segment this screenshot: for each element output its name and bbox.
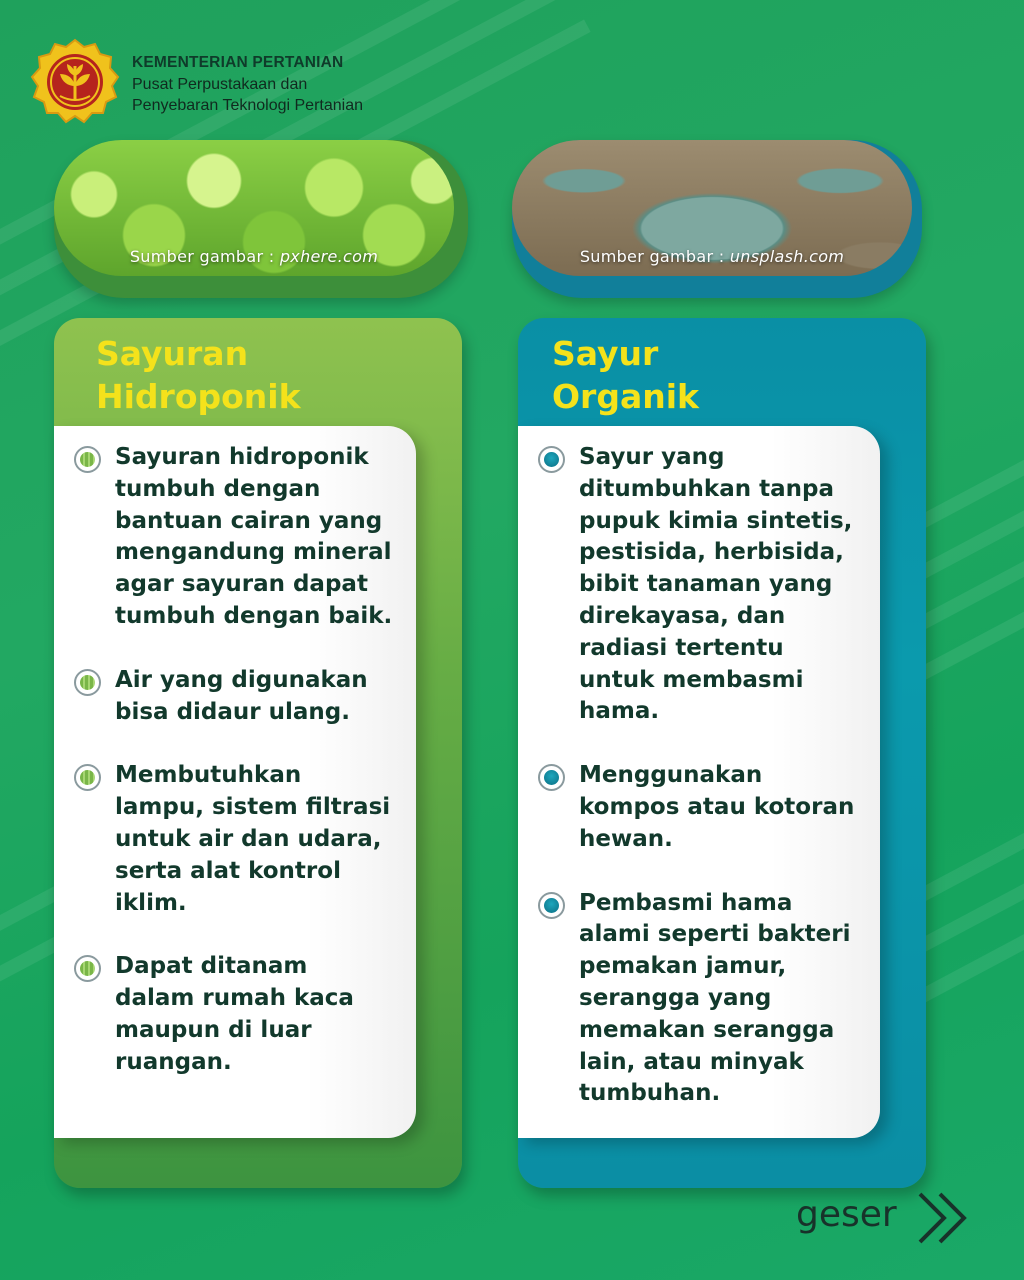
- next-label[interactable]: geser: [796, 1194, 897, 1235]
- photo-credit-right: [512, 247, 912, 266]
- bullet-icon: [538, 764, 565, 791]
- bullet-icon: [74, 955, 101, 982]
- header: [30, 38, 550, 128]
- list-item: [538, 442, 858, 728]
- list-item: [74, 665, 394, 729]
- card-title-line1: Sayuran: [96, 334, 249, 373]
- card-title-line2: Hidroponik: [96, 377, 301, 416]
- photo-cabbage: [512, 140, 912, 276]
- point-text: Air yang digunakan bisa didaur ulang.: [115, 666, 368, 725]
- points-list: [538, 442, 858, 1142]
- org-name: KEMENTERIAN PERTANIAN: [132, 54, 344, 71]
- credit-prefix: Sumber gambar :: [129, 247, 280, 266]
- photo-credit-left: [54, 247, 454, 266]
- card-hidroponik: [54, 318, 462, 1188]
- list-item: [74, 442, 394, 633]
- credit-source: unsplash.com: [729, 247, 845, 266]
- bullet-icon: [74, 669, 101, 696]
- photo-cabbage-frame: [512, 140, 922, 298]
- point-text: Sayuran hidroponik tumbuh dengan bantuan cairan yang mengandung mineral agar sayuran dapat tumbuh dengan baik.: [115, 444, 393, 629]
- list-item: [74, 951, 394, 1078]
- photo-lettuce: [54, 140, 454, 276]
- org-sub-line1: Pusat Perpustakaan dan: [132, 76, 308, 93]
- card-title-line1: Sayur: [552, 334, 659, 373]
- org-sub-line2: Penyebaran Teknologi Pertanian: [132, 97, 363, 114]
- double-chevron-right-icon[interactable]: [914, 1188, 974, 1248]
- bullet-icon: [538, 446, 565, 473]
- card-body: [54, 426, 416, 1138]
- card-title: [552, 332, 699, 418]
- point-text: Pembasmi hama alami seperti bakteri pemakan jamur, serangga yang memakan serangga lain, atau minyak tumbuhan.: [579, 889, 851, 1107]
- list-item: [74, 760, 394, 919]
- point-text: Menggunakan kompos atau kotoran hewan.: [579, 762, 855, 852]
- card-title: [96, 332, 301, 418]
- card-organik: [518, 318, 926, 1188]
- credit-prefix: Sumber gambar :: [579, 247, 730, 266]
- bullet-icon: [74, 764, 101, 791]
- point-text: Dapat ditanam dalam rumah kaca maupun di luar ruangan.: [115, 953, 354, 1075]
- kementan-logo: [30, 38, 120, 128]
- points-list: [74, 442, 394, 1111]
- photo-lettuce-frame: [54, 140, 468, 298]
- point-text: Membutuhkan lampu, sistem filtrasi untuk air dan udara, serta alat kontrol iklim.: [115, 762, 391, 916]
- bullet-icon: [538, 892, 565, 919]
- credit-source: pxhere.com: [279, 247, 379, 266]
- bullet-icon: [74, 446, 101, 473]
- card-title-line2: Organik: [552, 377, 699, 416]
- card-body: [518, 426, 880, 1138]
- list-item: [538, 888, 858, 1111]
- list-item: [538, 760, 858, 855]
- point-text: Sayur yang ditumbuhkan tanpa pupuk kimia sintetis, pestisida, herbisida, bibit tanaman yang direkayasa, dan radiasi tertentu untuk membasmi hama.: [579, 444, 853, 725]
